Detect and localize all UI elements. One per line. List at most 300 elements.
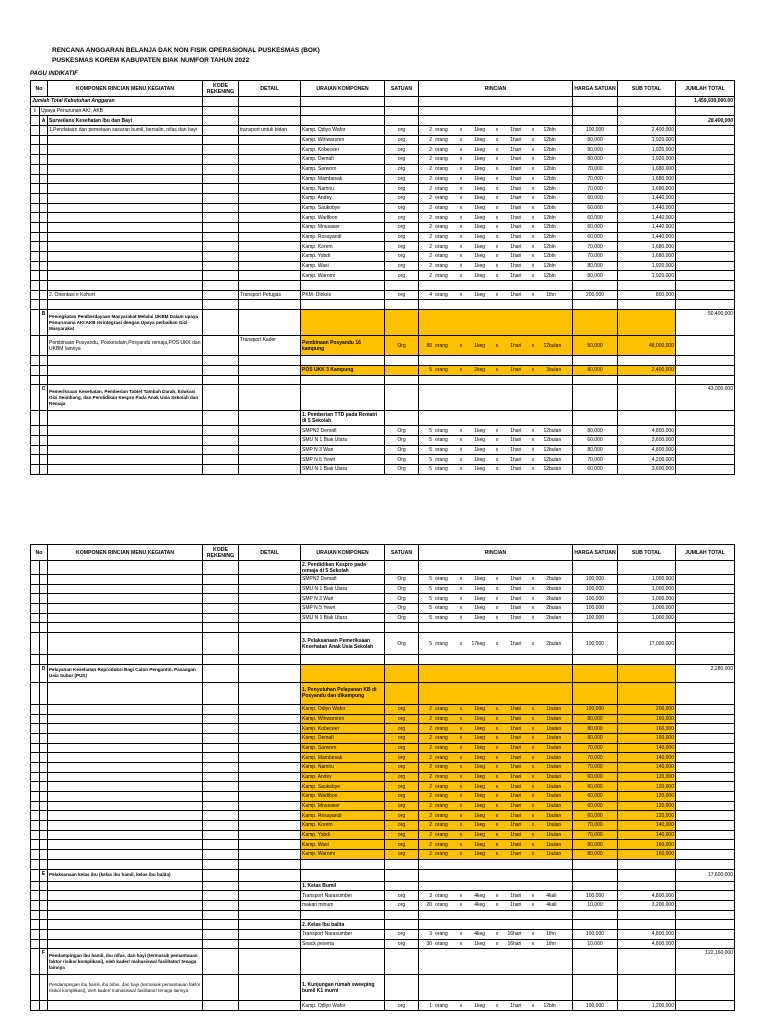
rincian-part: hari	[513, 706, 522, 713]
rincian-cell	[419, 164, 573, 174]
rincian-cell	[419, 145, 573, 155]
subtotal-cell: 800,000	[618, 290, 676, 300]
rincian-part: 1	[474, 214, 477, 221]
rincian-part: 1	[474, 1002, 477, 1009]
table-row	[31, 801, 735, 811]
times-sign: x	[495, 754, 499, 761]
subtotal-cell: 1,440,000	[618, 232, 676, 242]
rincian-part: keg	[477, 146, 486, 153]
rincian-part: 1	[510, 793, 513, 800]
times-sign: x	[531, 204, 535, 211]
rincian-part: bulan	[549, 640, 562, 647]
rincian-part: hari	[513, 764, 522, 771]
satuan-cell: org	[385, 811, 419, 821]
rincian-part: 2	[429, 764, 432, 771]
uraian-cell: SMP N 5 Yewri	[301, 604, 385, 614]
subtotal-cell: 4,800,000	[618, 426, 676, 436]
times-sign: x	[531, 940, 535, 947]
satuan-cell: org	[385, 203, 419, 213]
harga-cell: 60,000	[573, 792, 618, 802]
rincian-part: 12	[543, 156, 549, 163]
rincian-part: 5	[429, 595, 432, 602]
table-row	[31, 435, 735, 445]
times-sign: x	[495, 812, 499, 819]
subtotal-cell: 1,680,000	[618, 242, 676, 252]
rincian-part: 1	[474, 586, 477, 593]
satuan-cell: Org	[385, 445, 419, 455]
subtotal-cell: 1,920,000	[618, 261, 676, 271]
rincian-part: hari	[513, 427, 522, 434]
subsection-total: 17,600,000	[676, 869, 735, 881]
rincian-part: 1	[474, 137, 477, 144]
rincian-part: bln	[549, 185, 556, 192]
satuan-cell: org	[385, 733, 419, 743]
ttd-header-row	[31, 411, 735, 426]
activity-label: 2. Kelas Ibu balita	[301, 920, 385, 930]
table-row	[31, 891, 735, 901]
total-label: Jumlah Total Kebutuhan Anggaran	[31, 97, 203, 107]
rincian-part: hari	[513, 754, 522, 761]
rincian-part: 1	[546, 754, 549, 761]
table-header-row	[31, 545, 735, 561]
rincian-part: 2	[546, 595, 549, 602]
header-satuan: SATUAN	[385, 545, 419, 561]
rincian-part: keg	[477, 156, 486, 163]
times-sign: x	[459, 783, 463, 790]
rincian-part: 2	[429, 214, 432, 221]
rincian-part: 2	[429, 137, 432, 144]
uraian-cell: Kamp. Rosayandi	[301, 811, 385, 821]
satuan-cell: org	[385, 753, 419, 763]
pagu-label: PAGU INDIKATIF	[30, 71, 78, 77]
uraian-cell: Pembinaan Posyandu 16 kampung	[301, 336, 385, 356]
rincian-part: orang	[435, 803, 448, 810]
rincian-part: 2	[429, 725, 432, 732]
rincian-cell	[419, 594, 573, 604]
rincian-cell	[419, 184, 573, 194]
times-sign: x	[531, 1002, 535, 1009]
rincian-part: bulan	[549, 793, 562, 800]
table-row	[31, 203, 735, 213]
satuan-cell: Org	[385, 633, 419, 655]
table-row	[31, 261, 735, 271]
rincian-part: 1	[510, 446, 513, 453]
rincian-part: keg	[477, 803, 486, 810]
subsection-total: 2,280,000	[676, 664, 735, 682]
rincian-part: 5	[429, 586, 432, 593]
table-row	[31, 252, 735, 262]
uraian-cell: Kamp. Andey	[301, 193, 385, 203]
document-subtitle: PUSKESMAS KOREM KABUPATEN BIAK NUMFOR TAHUN 2022	[52, 57, 250, 64]
rincian-part: 2	[429, 253, 432, 260]
times-sign: x	[459, 456, 463, 463]
subtotal-cell: 160,000	[618, 850, 676, 860]
harga-cell: 50,000	[573, 336, 618, 356]
rincian-part: bulan	[549, 706, 562, 713]
times-sign: x	[495, 576, 499, 583]
times-sign: x	[495, 263, 499, 270]
rincian-cell	[419, 336, 573, 356]
rincian-part: hari	[513, 446, 522, 453]
times-sign: x	[531, 706, 535, 713]
rincian-cell	[419, 782, 573, 792]
rincian-part: 1	[510, 615, 513, 622]
subtotal-cell: 4,800,000	[618, 929, 676, 939]
rincian-part: hari	[513, 195, 522, 202]
uraian-cell: Kamp. Mambesak	[301, 753, 385, 763]
rincian-cell	[419, 155, 573, 165]
header-sub-total: SUB TOTAL	[618, 545, 676, 561]
rincian-part: hari	[513, 175, 522, 182]
harga-cell: 80,000	[573, 714, 618, 724]
rincian-part: keg	[477, 851, 486, 858]
subtotal-cell: 4,800,000	[618, 891, 676, 901]
times-sign: x	[531, 224, 535, 231]
rincian-part: 2	[429, 166, 432, 173]
harga-cell: 80,000	[573, 426, 618, 436]
rincian-part: orang	[435, 342, 448, 349]
rincian-part: hari	[513, 783, 522, 790]
rincian-part: orang	[435, 841, 448, 848]
rincian-part: 1	[474, 595, 477, 602]
rincian-cell	[419, 714, 573, 724]
rincian-part: orang	[435, 214, 448, 221]
rincian-part: hari	[513, 940, 522, 947]
rincian-part: 1	[546, 803, 549, 810]
subtotal-cell: 1,000,000	[618, 594, 676, 604]
times-sign: x	[495, 146, 499, 153]
rincian-part: hari	[513, 437, 522, 444]
rincian-part: 1	[474, 233, 477, 240]
rincian-part: 1	[510, 146, 513, 153]
times-sign: x	[459, 204, 463, 211]
harga-cell: 60,000	[573, 801, 618, 811]
rincian-part: orang	[435, 272, 448, 279]
table-row	[31, 184, 735, 194]
uraian-cell: Kamp. Wiriwarsren	[301, 714, 385, 724]
rincian-part: bulan	[549, 367, 562, 374]
times-sign: x	[459, 940, 463, 947]
subtotal-cell: 140,000	[618, 830, 676, 840]
rincian-part: 1	[510, 204, 513, 211]
times-sign: x	[531, 272, 535, 279]
rincian-part: 2	[546, 615, 549, 622]
rincian-part: keg	[477, 773, 486, 780]
times-sign: x	[495, 195, 499, 202]
rincian-cell	[419, 126, 573, 136]
rincian-part: 1	[474, 175, 477, 182]
uraian-cell: Kamp. Andey	[301, 772, 385, 782]
harga-cell: 80,000	[573, 840, 618, 850]
uraian-cell: PKM- Dinkes	[301, 290, 385, 300]
header-jumlah-total: JUMLAH TOTAL	[676, 545, 735, 561]
rincian-part: orang	[435, 263, 448, 270]
header-jumlah-total: JUMLAH TOTAL	[676, 81, 735, 97]
rincian-part: keg	[477, 127, 486, 134]
harga-cell: 80,000	[573, 365, 618, 375]
uraian-cell: Kamp. Sarworn	[301, 164, 385, 174]
kunjungan-row	[31, 1001, 735, 1011]
satuan-cell: org	[385, 290, 419, 300]
rincian-part: 1	[510, 773, 513, 780]
rincian-part: 1	[510, 224, 513, 231]
rincian-part: 2	[474, 367, 477, 374]
rincian-cell	[419, 174, 573, 184]
times-sign: x	[531, 832, 535, 839]
times-sign: x	[531, 427, 535, 434]
subtotal-cell: 120,000	[618, 801, 676, 811]
rincian-part: orang	[435, 292, 448, 299]
times-sign: x	[459, 595, 463, 602]
times-sign: x	[495, 822, 499, 829]
rincian-part: keg	[477, 764, 486, 771]
rincian-part: hari	[513, 586, 522, 593]
header-uraian: URAIAN KOMPONEN	[301, 545, 385, 561]
rincian-part: bulan	[549, 812, 562, 819]
times-sign: x	[459, 735, 463, 742]
rincian-part: 1	[474, 427, 477, 434]
table-row	[31, 193, 735, 203]
rincian-part: 12	[543, 185, 549, 192]
rincian-part: 2	[429, 175, 432, 182]
rincian-part: 5	[429, 605, 432, 612]
times-sign: x	[459, 166, 463, 173]
subtotal-cell: 2,400,000	[618, 365, 676, 375]
rincian-part: 2	[429, 263, 432, 270]
times-sign: x	[531, 841, 535, 848]
rincian-part: 2	[429, 195, 432, 202]
rincian-part: 2	[429, 803, 432, 810]
table-row	[31, 222, 735, 232]
kelas-balita-rows	[31, 929, 735, 948]
harga-cell: 100,000	[573, 584, 618, 594]
subtotal-cell: 4,800,000	[618, 445, 676, 455]
rincian-part: keg	[477, 940, 486, 947]
rincian-part: 1	[546, 793, 549, 800]
rincian-part: 17	[471, 640, 477, 647]
times-sign: x	[531, 253, 535, 260]
times-sign: x	[531, 851, 535, 858]
rincian-part: 80	[426, 342, 432, 349]
harga-cell: 80,000	[573, 261, 618, 271]
pemeriksaan-row	[31, 633, 735, 655]
rincian-part: orang	[435, 640, 448, 647]
rincian-part: hari	[513, 224, 522, 231]
subsection-letter: B	[40, 310, 48, 336]
satuan-cell: org	[385, 929, 419, 939]
rincian-cell	[419, 584, 573, 594]
rincian-part: hari	[513, 725, 522, 732]
table-row	[31, 714, 735, 724]
rincian-part: 12	[543, 427, 549, 434]
rincian-part: keg	[477, 783, 486, 790]
kespro-header-row	[31, 561, 735, 575]
rincian-part: bln	[549, 1002, 556, 1009]
kespro-rows	[31, 575, 735, 623]
subtotal-cell: 1,440,000	[618, 203, 676, 213]
times-sign: x	[459, 615, 463, 622]
times-sign: x	[459, 367, 463, 374]
rincian-part: 1	[510, 706, 513, 713]
rincian-part: 1	[474, 803, 477, 810]
rincian-part: keg	[477, 615, 486, 622]
subtotal-cell: 120,000	[618, 792, 676, 802]
times-sign: x	[459, 427, 463, 434]
rincian-part: bulan	[549, 427, 562, 434]
subtotal-cell: 1,920,000	[618, 145, 676, 155]
table-row	[31, 743, 735, 753]
times-sign: x	[495, 940, 499, 947]
subtotal-cell: 1,920,000	[618, 135, 676, 145]
times-sign: x	[459, 292, 463, 299]
satuan-cell: org	[385, 155, 419, 165]
rincian-part: 30	[426, 940, 432, 947]
rincian-part: hari	[513, 146, 522, 153]
rincian-part: hari	[513, 342, 522, 349]
rincian-part: orang	[435, 725, 448, 732]
table-row	[31, 762, 735, 772]
rincian-part: hari	[513, 715, 522, 722]
rincian-part: orang	[435, 706, 448, 713]
rincian-part: 1	[510, 253, 513, 260]
rincian-part: 1	[510, 640, 513, 647]
times-sign: x	[531, 185, 535, 192]
table-row	[31, 840, 735, 850]
rincian-part: hari	[513, 456, 522, 463]
rincian-cell	[419, 435, 573, 445]
rincian-part: orang	[435, 744, 448, 751]
rincian-part: 12	[543, 127, 549, 134]
rincian-part: 1	[474, 812, 477, 819]
section-label: Upaya Penurunan AKI, AKB	[40, 106, 203, 116]
rincian-part: orang	[435, 832, 448, 839]
rincian-part: 5	[429, 456, 432, 463]
rincian-part: orang	[435, 137, 448, 144]
times-sign: x	[495, 605, 499, 612]
activity-label: 1. Kunjungan rumah sweeping bumil K1 murni	[301, 975, 385, 1001]
rincian-cell	[419, 261, 573, 271]
rincian-part: bulan	[549, 595, 562, 602]
subtotal-cell: 1,680,000	[618, 252, 676, 262]
uraian-cell: Kamp. Odiyo Wafor	[301, 126, 385, 136]
uraian-cell: Kamp. Demafi	[301, 733, 385, 743]
subtotal-cell: 1,680,000	[618, 184, 676, 194]
rincian-part: keg	[477, 243, 486, 250]
rincian-part: 1	[474, 793, 477, 800]
times-sign: x	[531, 342, 535, 349]
table-row	[31, 900, 735, 910]
rincian-part: 12	[543, 137, 549, 144]
rincian-part: 1	[546, 744, 549, 751]
satuan-cell: org	[385, 743, 419, 753]
rincian-part: 5	[429, 576, 432, 583]
rincian-part: orang	[435, 437, 448, 444]
rincian-part: keg	[477, 427, 486, 434]
harga-cell: 100,000	[573, 633, 618, 655]
rincian-cell	[419, 213, 573, 223]
rincian-cell	[419, 604, 573, 614]
rincian-part: keg	[477, 292, 486, 299]
subsection-total: 43,000,000	[676, 385, 735, 411]
rincian-cell	[419, 203, 573, 213]
uraian-cell: makan minum	[301, 900, 385, 910]
rincian-part: 12	[543, 446, 549, 453]
rincian-part: 1	[510, 185, 513, 192]
subsection-label: Surveilans Kesehatan Ibu dan Bayi	[48, 116, 203, 126]
rincian-part: keg	[477, 1002, 486, 1009]
times-sign: x	[531, 793, 535, 800]
times-sign: x	[531, 576, 535, 583]
table-row	[31, 445, 735, 455]
rincian-part: keg	[477, 272, 486, 279]
satuan-cell: org	[385, 174, 419, 184]
rincian-part: orang	[435, 615, 448, 622]
rincian-cell	[419, 801, 573, 811]
times-sign: x	[531, 783, 535, 790]
rincian-cell	[419, 792, 573, 802]
orientasi-row	[31, 290, 735, 300]
satuan-cell: Org	[385, 604, 419, 614]
times-sign: x	[495, 744, 499, 751]
uraian-cell: Kamp. Wadibon	[301, 213, 385, 223]
subtotal-cell: 4,800,000	[618, 939, 676, 949]
rincian-part: 3	[429, 892, 432, 899]
rincian-part: 5	[429, 615, 432, 622]
subsection-d-row	[31, 664, 735, 682]
times-sign: x	[459, 832, 463, 839]
times-sign: x	[495, 427, 499, 434]
rincian-part: 1	[510, 851, 513, 858]
times-sign: x	[495, 243, 499, 250]
satuan-cell: org	[385, 164, 419, 174]
rincian-part: bulan	[549, 764, 562, 771]
header-detail: DETAIL	[239, 545, 301, 561]
times-sign: x	[459, 156, 463, 163]
table-row	[31, 145, 735, 155]
rincian-part: orang	[435, 175, 448, 182]
rincian-part: bulan	[549, 342, 562, 349]
rincian-part: 2	[546, 605, 549, 612]
rincian-part: keg	[477, 214, 486, 221]
harga-cell: 70,000	[573, 753, 618, 763]
header-komponen: KOMPONEN RINCIAN MENU KEGIATAN	[48, 545, 203, 561]
rincian-part: keg	[477, 715, 486, 722]
rincian-part: 2	[429, 715, 432, 722]
rincian-cell	[419, 1001, 573, 1011]
rincian-part: 1	[510, 156, 513, 163]
table-row	[31, 135, 735, 145]
rincian-part: hari	[513, 595, 522, 602]
subtotal-cell: 1,440,000	[618, 222, 676, 232]
rincian-part: 1	[510, 803, 513, 810]
rincian-part: hari	[513, 204, 522, 211]
times-sign: x	[459, 931, 463, 938]
rincian-part: bln	[549, 243, 556, 250]
subtotal-cell: 2,400,000	[618, 126, 676, 136]
header-no: No	[31, 545, 48, 561]
times-sign: x	[459, 793, 463, 800]
rincian-part: 4	[474, 892, 477, 899]
times-sign: x	[459, 233, 463, 240]
rincian-part: 1	[474, 744, 477, 751]
rincian-part: hari	[513, 793, 522, 800]
satuan-cell: org	[385, 714, 419, 724]
rincian-part: 12	[543, 456, 549, 463]
rincian-part: bulan	[549, 715, 562, 722]
rincian-part: 4	[546, 902, 549, 909]
times-sign: x	[459, 586, 463, 593]
rincian-part: 1	[510, 735, 513, 742]
